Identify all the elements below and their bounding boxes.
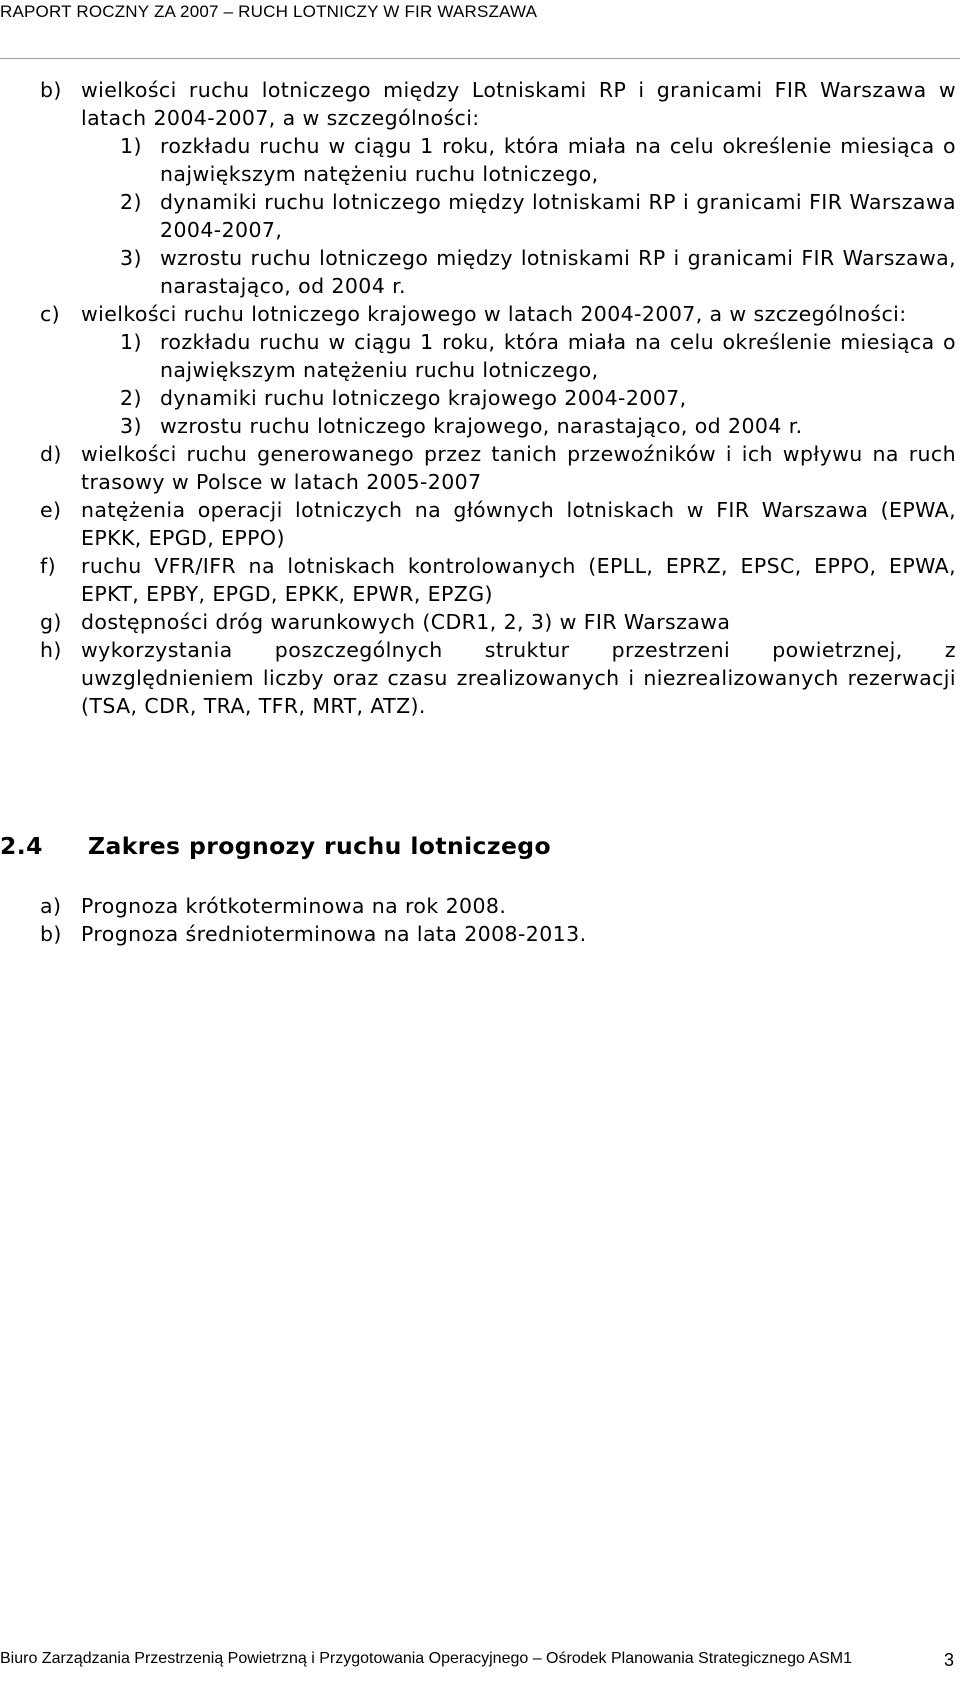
subitem-marker: 3) <box>120 414 142 438</box>
list-item-e <box>0 496 960 552</box>
subitem-c-3 <box>0 412 960 440</box>
list-item-f <box>0 552 960 608</box>
forecast-item-a <box>0 892 960 920</box>
list-item-text: wielkości ruchu generowanego przez tanich przewoźników i ich wpływu na ruch trasowy w Polsce w latach 2005-2007 <box>81 442 956 494</box>
list-marker: b) <box>40 922 62 946</box>
forecast-item-b <box>0 920 960 948</box>
list-item-text: Prognoza średnioterminowa na lata 2008-2013. <box>81 922 587 946</box>
list-item-text: natężenia operacji lotniczych na głównych lotniskach w FIR Warszawa (EPWA, EPKK, EPGD, EPPO) <box>81 498 956 550</box>
list-item-d <box>0 440 960 496</box>
footer-text: Biuro Zarządzania Przestrzenią Powietrzną i Przygotowania Operacyjnego – Ośrodek Planowania Strategicznego ASM1 <box>0 1650 852 1667</box>
subitem-marker: 1) <box>120 134 142 158</box>
list-item-h <box>0 636 960 720</box>
subitem-text: wzrostu ruchu lotniczego krajowego, narastająco, od 2004 r. <box>160 414 803 438</box>
header-divider <box>0 58 960 59</box>
report-title: RAPORT ROCZNY ZA 2007 – RUCH LOTNICZY W FIR WARSZAWA <box>0 2 538 21</box>
list-item-text: dostępności dróg warunkowych (CDR1, 2, 3) w FIR Warszawa <box>81 610 731 634</box>
list-item-text: wielkości ruchu lotniczego między Lotniskami RP i granicami FIR Warszawa w latach 2004-2007, a w szczególności: <box>81 78 956 130</box>
subitem-text: wzrostu ruchu lotniczego między lotniskami RP i granicami FIR Warszawa, narastająco, od 2004 r. <box>160 246 956 298</box>
list-marker: g) <box>40 610 62 634</box>
list-marker: d) <box>40 442 62 466</box>
list-item-text: wielkości ruchu lotniczego krajowego w latach 2004-2007, a w szczególności: <box>81 302 907 326</box>
list-marker: a) <box>40 894 62 918</box>
list-item-g <box>0 608 960 636</box>
subitem-marker: 1) <box>120 330 142 354</box>
subitem-b-1 <box>0 132 960 188</box>
list-marker: h) <box>40 638 62 662</box>
subitem-b-2 <box>0 188 960 244</box>
list-marker: e) <box>40 498 62 522</box>
list-item-text: Prognoza krótkoterminowa na rok 2008. <box>81 894 507 918</box>
list-item-b <box>0 76 960 132</box>
subitem-text: dynamiki ruchu lotniczego między lotniskami RP i granicami FIR Warszawa 2004-2007, <box>160 190 956 242</box>
list-marker: c) <box>40 302 61 326</box>
subitem-text: rozkładu ruchu w ciągu 1 roku, która miała na celu określenie miesiąca o największym natężeniu ruchu lotniczego, <box>160 134 956 186</box>
subitem-b-3 <box>0 244 960 300</box>
section-title: Zakres prognozy ruchu lotniczego <box>88 832 552 860</box>
subitem-c-2 <box>0 384 960 412</box>
list-marker: f) <box>40 554 57 578</box>
subitem-text: dynamiki ruchu lotniczego krajowego 2004-2007, <box>160 386 687 410</box>
section-number: 2.4 <box>0 832 43 860</box>
subitem-marker: 3) <box>120 246 142 270</box>
page-number: 3 <box>944 1650 955 1670</box>
subitem-c-1 <box>0 328 960 384</box>
list-item-text: ruchu VFR/IFR na lotniskach kontrolowanych (EPLL, EPRZ, EPSC, EPPO, EPWA, EPKT, EPBY, EPGD, EPKK, EPWR, EPZG) <box>81 554 956 606</box>
analysis-scope-list <box>0 76 960 720</box>
list-marker: b) <box>40 78 62 102</box>
subitem-marker: 2) <box>120 190 142 214</box>
list-item-c <box>0 300 960 328</box>
forecast-scope-list <box>0 892 960 948</box>
subitem-marker: 2) <box>120 386 142 410</box>
page-footer <box>0 1650 960 1668</box>
list-item-text: wykorzystania poszczególnych struktur przestrzeni powietrznej, z uwzględnieniem liczby oraz czasu zrealizowanych i niezrealizowanych rezerwacji (TSA, CDR, TRA, TFR, MRT, ATZ). <box>81 638 956 718</box>
page-header <box>0 2 960 22</box>
subitem-text: rozkładu ruchu w ciągu 1 roku, która miała na celu określenie miesiąca o największym natężeniu ruchu lotniczego, <box>160 330 956 382</box>
